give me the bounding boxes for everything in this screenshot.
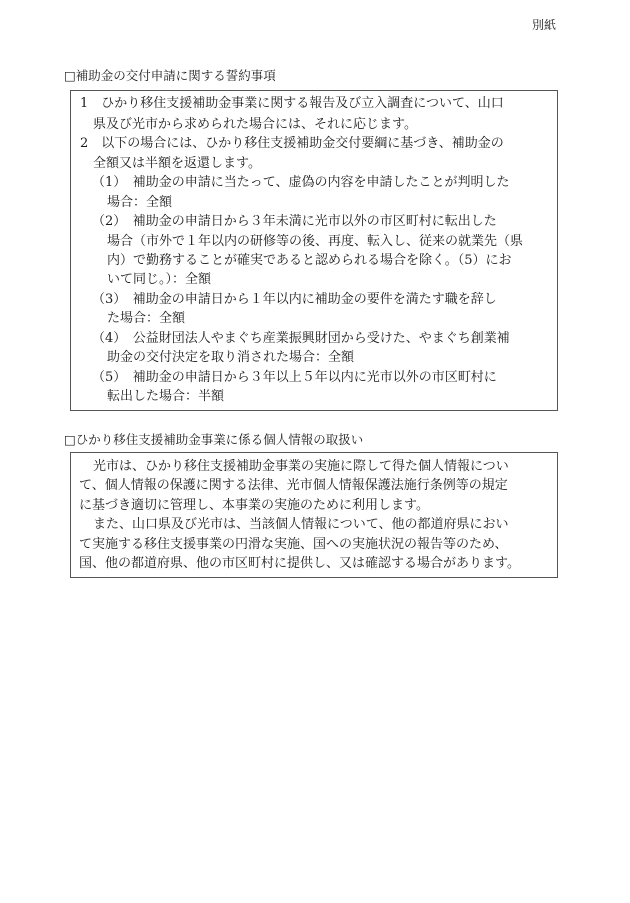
pledge-line: （1） 補助金の申請に当たって、虚偽の内容を申請したことが判明した [92, 175, 510, 190]
pledge-line: た場合：全額 [107, 311, 186, 326]
pledge-line: （3） 補助金の申請日から１年以内に補助金の要件を満たす職を辞し [92, 292, 497, 307]
pledge-line: 助金の交付決定を取り消された場合：全額 [107, 350, 355, 365]
pledge-line: いて同じ。）：全額 [107, 272, 212, 287]
privacy-line: に基づき適切に管理し、本事業の実施のために利用します。 [79, 498, 429, 513]
pledge-line: 県及び光市から求められた場合には、それに応じます。 [93, 117, 417, 132]
privacy-line: て、個人情報の保護に関する法律、光市個人情報保護法施行条例等の規定 [79, 478, 508, 493]
privacy-heading: □ひかり移住支援補助金事業に係る個人情報の取扱い [64, 432, 364, 447]
annex-label: 別紙 [532, 18, 557, 32]
privacy-line: 光市は、ひかり移住支援補助金事業の実施に際して得た個人情報につい [93, 459, 509, 474]
pledge-line: （2） 補助金の申請日から３年未満に光市以外の市区町村に転出した [92, 214, 497, 229]
pledge-line: （4） 公益財団法人やまぐち産業振興財団から受けた、やまぐち創業補 [92, 331, 510, 346]
pledge-heading: □補助金の交付申請に関する誓約事項 [64, 68, 276, 83]
pledge-line: 1 ひかり移住支援補助金事業に関する報告及び立入調査について、山口 [80, 96, 504, 111]
pledge-line: 2 以下の場合には、ひかり移住支援補助金交付要綱に基づき、補助金の [80, 136, 504, 151]
pledge-line: 転出した場合：半額 [107, 389, 225, 404]
privacy-line: て実施する移住支援事業の円滑な実施、国への実施状況の報告等のため、 [79, 537, 508, 552]
privacy-line: 国、他の都道府県、他の市区町村に提供し、又は確認する場合があります。 [79, 556, 520, 571]
pledge-line: 全額又は半額を返還します。 [93, 156, 261, 171]
pledge-line: 場合：全額 [107, 195, 173, 210]
privacy-line: また、山口県及び光市は、当該個人情報について、他の都道府県におい [93, 517, 509, 532]
pledge-line: 場合（市外で１年以内の研修等の後、再度、転入し、従来の就業先（県 [107, 234, 524, 249]
pledge-line: 内）で勤務することが確実であると認められる場合を除く。（5）にお [107, 253, 512, 268]
pledge-line: （5） 補助金の申請日から３年以上５年以内に光市以外の市区町村に [92, 370, 497, 385]
